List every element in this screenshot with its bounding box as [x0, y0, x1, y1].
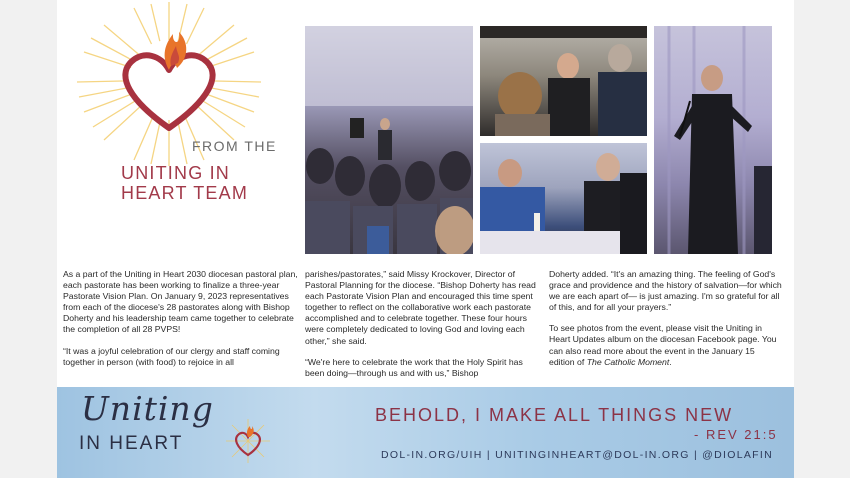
article-paragraph [549, 323, 782, 367]
banner-uniting-wordmark: Uniting [81, 389, 214, 428]
article-column-3 [549, 269, 782, 378]
banner-scripture-quote: BEHOLD, I MAKE ALL THINGS NEW [375, 405, 734, 425]
from-the-label: FROM THE [192, 138, 277, 154]
article-text: . [669, 356, 672, 367]
team-title-line1: UNITING IN [121, 163, 230, 183]
article-paragraph: “We're here to celebrate the work that the Holy Spirit has been doing—through us and with us,” Bishop [305, 356, 523, 378]
heart-flame-icon [226, 419, 270, 463]
event-photo-table-clergy [480, 26, 647, 136]
newsletter-page [57, 0, 794, 478]
article-paragraph: parishes/pastorates,” said Missy Krockover, Director of Pastoral Planning for the diocese. “Bishop Doherty has read each Pastorate Vision Plan and encouraged this time spent together to reflect on the collaborative work each pastorate accomplished and to celebrate together. These four hours were completely dedicated to loving God and loving each other,” she said. [305, 269, 536, 346]
banner-contact-links: DOL-IN.ORG/UIH | UNITINGINHEART@DOL-IN.ORG | @DIOLAFIN [381, 449, 773, 461]
article-paragraph: As a part of the Uniting in Heart 2030 diocesan pastoral plan, each pastorate has been working to finalize a three-year Pastorate Vision Plan. On January 9, 2023 representatives from each of the diocese's 28 pastorates along with Bishop Doherty and his leadership team came together to celebrate the completion of all 28 PVPS! [63, 269, 298, 335]
publication-title: The Catholic Moment [586, 356, 670, 367]
event-photo-audience [305, 26, 473, 254]
event-photo-bishop-speaking [654, 26, 772, 254]
article-paragraph: Doherty added. “It's an amazing thing. The feeling of God's grace and providence and the history of salvation—for which we are each apart of— is just amazing. I'm so grateful for all of this, and for all your prayers.” [549, 269, 782, 313]
banner-scripture-reference: - REV 21:5 [694, 427, 778, 442]
uniting-in-heart-logo [57, 0, 302, 245]
banner-in-heart-wordmark: IN HEART [79, 433, 184, 454]
team-title-line2: HEART TEAM [121, 183, 249, 203]
footer-banner [57, 387, 794, 478]
event-photo-discussion [480, 143, 647, 254]
article-paragraph: “It was a joyful celebration of our clergy and staff coming together in person (with food) to rejoice in all [63, 345, 280, 367]
article-column-1 [63, 269, 302, 378]
article-text: To see photos from the event, please visit the Uniting in Heart Updates album on the diocesan Facebook page. You can also read more about the event in the January 15 edition of [549, 323, 777, 367]
article-column-2 [305, 269, 543, 389]
